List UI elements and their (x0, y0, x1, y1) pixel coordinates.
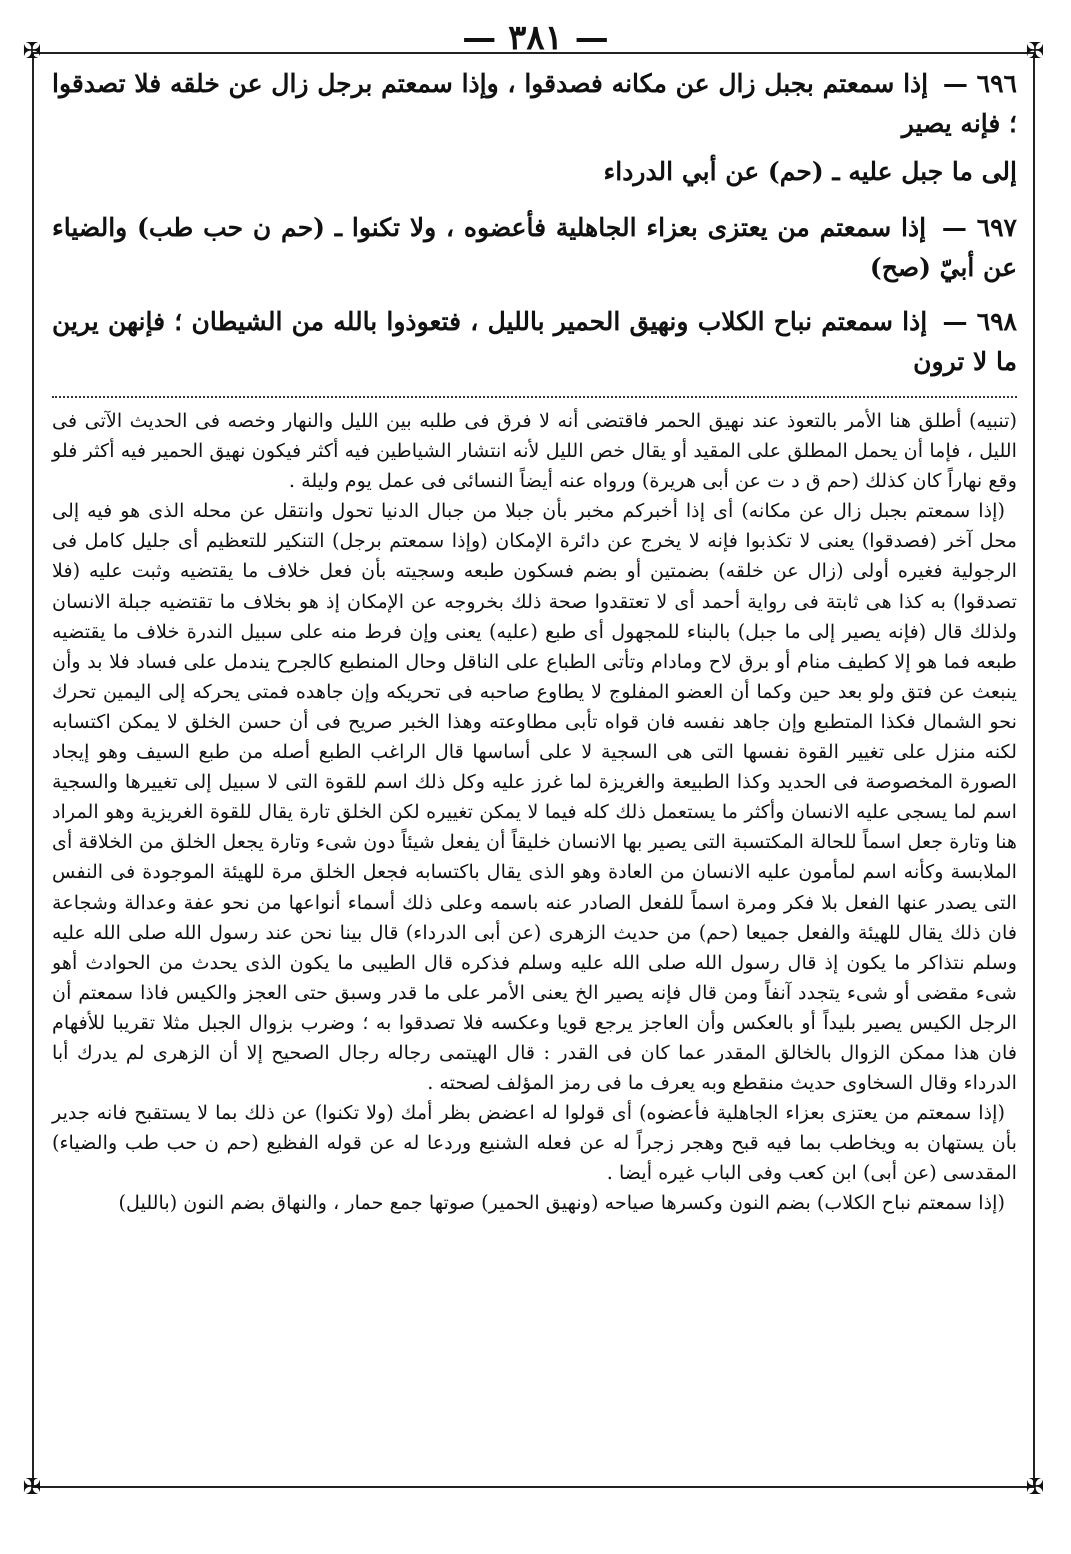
hadith-696 (52, 64, 1017, 144)
hadith-number: ٦٩٦ — (942, 69, 1017, 98)
hadith-697 (52, 208, 1017, 288)
commentary-paragraph: (إذا سمعتم بجبل زال عن مكانه) أى إذا أخبركم مخبر بأن جبلا من جبال الدنيا تحول وانتقل عن محله الذى هو فيه إلى محل آخر (فصدقوا) يعنى لا تكذبوا فإنه لا يخرج عن دائرة الإمكان (وإذا سمعتم برجل) التنكير للتعظيم أى جليل كامل فى الرجولية فغيره أولى (زال عن خلقه) بضمتين أو بضم فسكون طبعه وسجيته بأن فعل خلاف ما يقتضيه وثبت عليه (فلا تصدقوا) به كذا هى ثابتة فى رواية أحمد أى لا تعتقدوا صحة ذلك بخروجه عن الإمكان إذ هو بخلاف ما تقتضيه جبلة الانسان ولذلك قال (فإنه يصير إلى ما جبل) بالبناء للمجهول أى طبع (عليه) يعنى وإن فرط منه على سبيل الندرة خلاف ما يقتضيه طبعه فما هو إلا كطيف منام أو برق لاح ومادام وتأتى الطباع على الناقل وحال المنطبع كالجرح يندمل على فساد فلا بد وأن ينبعث عن فتق ولو بعد حين وكما أن العضو المفلوج لا يطاوع صاحبه فى تحريكه وإن جاهده فمتى يحركه إلى اليمين تحرك نحو الشمال فكذا المتطبع وإن جاهد نفسه فان قواه تأبى مطاوعته وهذا الخبر صريح فى أن حسن الخلق لا يمكن اكتسابه لكنه منزل على تغيير القوة نفسها التى هى السجية لا على أساسها قال الراغب الطبع أصله من طبع السيف وهو إيجاد الصورة المخصوصة فى الحديد وكذا الطبيعة والغريزة لما غرز عليه وكل ذلك اسم للقوة التى لا سبيل إلى تغييرها والسجية اسم لما يسجى عليه الانسان وأكثر ما يستعمل ذلك كله فيما لا يمكن تغييره لكن الخلق تارة يقال للقوة الغريزية وهو المراد هنا وتارة جعل اسماً للحالة المكتسبة التى يصير بها الانسان خليقاً أن يفعل شيئاً دون شىء وتارة يجعل الخلق من الخلاقة أى الملابسة وكأنه اسم لمأمون عليه الانسان من العادة وهو الذى يقال باكتسابه فجعل الخلق مرة للهيئة الموجودة فى النفس التى يصدر عنها الفعل بلا فكر ومرة اسماً للفعل الصادر عنه باسمه وعلى ذلك أسماء أنواعها من نحو عفة وعدالة وشجاعة فان ذلك يقال للهيئة والفعل جميعا (حم) من حديث الزهرى (عن أبى الدرداء) قال بينا نحن عند رسول الله صلى الله عليه وسلم نتذاكر ما يكون إذ قال رسول الله صلى الله عليه وسلم فذكره قال الطيبى ما يكون الذى يحدث من الحوادث أهو شىء مقضى أو شىء يتجدد آنفاً ومن قال فإنه يصير الخ يعنى الأمر على ما قدر وسبق حتى العجز والكيس فاذا سمعتم أن الرجل الكيس يصير بليداً أو بالعكس وأن العاجز يرجع قويا وعكسه فلا تصدقوا به ؛ وضرب بزوال الجبل مثلا تقريبا للأفهام فان هذا ممكن الزوال بالخالق المقدر عما كان فى القدر : قال الهيتمى رجاله رجال الصحيح إلا أن الزهرى لم يدرك أبا الدرداء وقال السخاوى حديث منقطع وبه يعرف ما فى رمز المؤلف لصحته . (52, 499, 1017, 1095)
hadith-text: إذا سمعتم بجبل زال عن مكانه فصدقوا ، وإذا سمعتم برجل زال عن خلقه فلا تصدقوا ؛ فإنه يصير (52, 69, 1017, 138)
dotted-separator (52, 396, 1017, 398)
commentary-paragraph: (تنبيه) أطلق هنا الأمر بالتعوذ عند نهيق الحمر فاقتضى أنه لا فرق فى طلبه بين الليل والنهار وخصه فى الحديث الآتى فى الليل ، فإما أن يحمل المطلق على المقيد أو يقال خص الليل لأنه انتشار الشياطين فيه أكثر فيكون نهيق الحمير فيه أكثر فلو وقع نهاراً كان كذلك (حم ق د ت عن أبى هريرة) ورواه عنه أيضاً النسائى فى عمل يوم وليلة . (52, 409, 1017, 493)
corner-ornament-icon: ✠ (22, 1475, 42, 1500)
corner-ornament-icon: ✠ (22, 39, 42, 64)
hadith-text: إذا سمعتم نباح الكلاب ونهيق الحمير بالليل ، فتعوذوا بالله من الشيطان ؛ فإنهن يرين ما لا ترون (52, 307, 1017, 376)
page-content (52, 64, 1017, 1219)
commentary-section (52, 406, 1017, 1219)
corner-ornament-icon: ✠ (1025, 39, 1045, 64)
commentary-paragraph: (إذا سمعتم نباح الكلاب) بضم النون وكسرها صياحه (ونهيق الحمير) صوتها جمع حمار ، والنهاق بضم النون (بالليل) (118, 1191, 1005, 1215)
page-number: — ٣٨١ — (462, 18, 609, 58)
hadith-698 (52, 302, 1017, 382)
hadith-number: ٦٩٨ — (942, 307, 1017, 336)
commentary-paragraph: (إذا سمعتم من يعتزى بعزاء الجاهلية فأعضوه) أى قولوا له اعضض بظر أمك (ولا تكنوا) عن ذلك بما لا يستقبح فانه جدير بأن يستهان به ويخاطب بما فيه قبح وهجر زجراً له عن فعله الشنيع وردعا له عن قوله الفظيع (حم ن حب طب والضياء) المقدسى (عن أبى) ابن كعب وفى الباب غيره أيضا . (52, 1101, 1017, 1185)
hadith-text: إذا سمعتم من يعتزى بعزاء الجاهلية فأعضوه ، ولا تكنوا ـ (حم ن حب طب) والضياء عن أبيّ (صح) (52, 213, 1017, 282)
corner-ornament-icon: ✠ (1025, 1475, 1045, 1500)
hadith-number: ٦٩٧ — (941, 213, 1017, 242)
hadith-696-continuation: إلى ما جبل عليه ـ (حم) عن أبي الدرداء (603, 157, 1017, 186)
